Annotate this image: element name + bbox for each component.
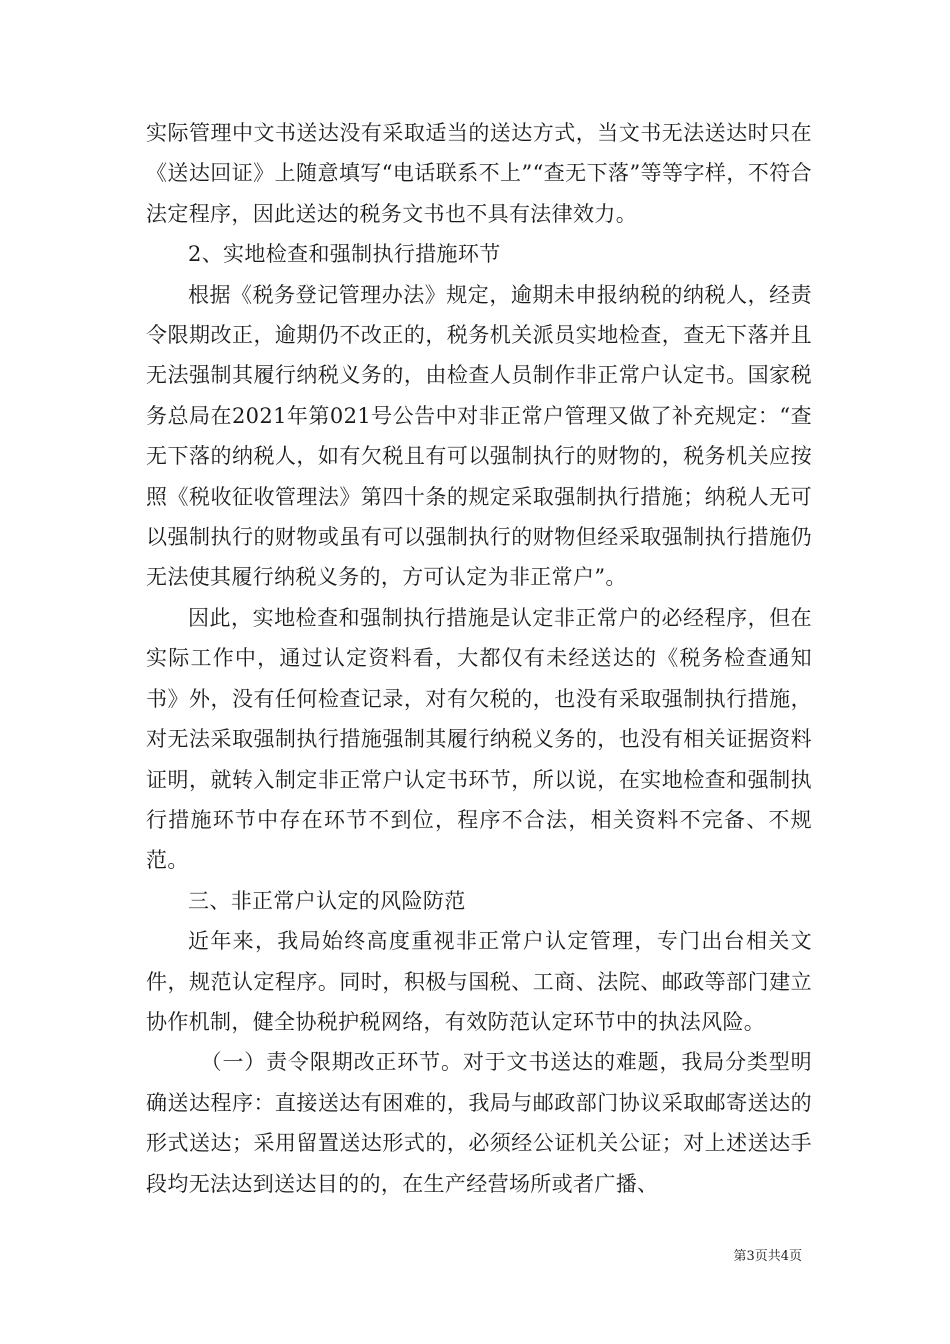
- document-body: [146, 113, 812, 1204]
- section-heading-risk-prevention: 三、非正常户认定的风险防范: [188, 888, 466, 913]
- page-number: 第3页共4页: [733, 1249, 802, 1264]
- paragraph-continuation: 实际管理中文书送达没有采取适当的送达方式，当文书无法送达时只在《送达回证》上随意填写“电话联系不上”“查无下落”等等字样，不符合法定程序，因此送达的税务文书也不具有法律效力。: [146, 121, 812, 226]
- paragraph-rectification-step: （一）责令限期改正环节。对于文书送达的难题，我局分类型明确送达程序：直接送达有困难的，我局与邮政部门协议采取邮寄送达的形式送达；采用留置送达形式的，必须经公证机关公证；对上述送达手段均无法达到送达目的的，在生产经营场所或者广播、: [146, 1050, 812, 1196]
- paragraph-recent-years: 近年来，我局始终高度重视非正常户认定管理，专门出台相关文件，规范认定程序。同时，积极与国税、工商、法院、邮政等部门建立协作机制，健全协税护税网络，有效防范认定环节中的执法风险。: [146, 929, 812, 1034]
- paragraph-registration-rules: 根据《税务登记管理办法》规定，逾期未申报纳税的纳税人，经责令限期改正，逾期仍不改正的，税务机关派员实地检查，查无下落并且无法强制其履行纳税义务的，由检查人员制作非正常户认定书。国家税务总局在2021年第021号公告中对非正常户管理又做了补充规定：“查无下落的纳税人，如有欠税且有可以强制执行的财物的，税务机关应按照《税收征收管理法》第四十条的规定采取强制执行措施；纳税人无可以强制执行的财物或虽有可以强制执行的财物但经采取强制执行措施仍无法使其履行纳税义务的，方可认定为非正常户”。: [146, 282, 812, 590]
- section-heading-field-inspection: 2、实地检查和强制执行措施环节: [188, 242, 501, 267]
- paragraph-therefore: 因此，实地检查和强制执行措施是认定非正常户的必经程序，但在实际工作中，通过认定资料看，大都仅有未经送达的《税务检查通知书》外，没有任何检查记录，对有欠税的，也没有采取强制执行措施，对无法采取强制执行措施强制其履行纳税义务的，也没有相关证据资料证明，就转入制定非正常户认定书环节，所以说，在实地检查和强制执行措施环节中存在环节不到位，程序不合法，相关资料不完备、不规范。: [146, 605, 812, 873]
